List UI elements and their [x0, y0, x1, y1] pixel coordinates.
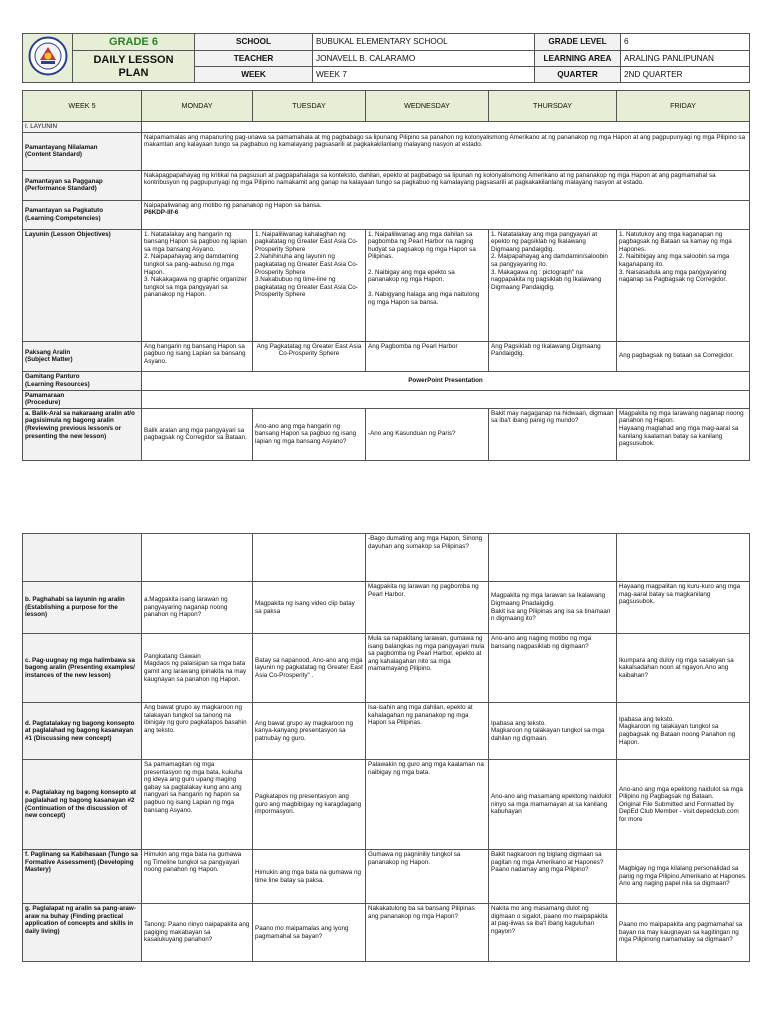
objectives-friday: 1. Natutukoy ang mga kaganapan ng pagbagsak ng Bataan sa kamay ng mga Hapones. 2. Naibibigay ang mga saloobin sa mga kaganapang ito. 3. Naisasadula ang mga pangyayaring naganap sa Pagbagsak ng Corregidor.: [617, 229, 750, 341]
mastery-friday: Magbigay ng mga kilalang personalidad sa panig ng mga Pilipino,Amerikano at Hapones. Ano ang naging papel nila sa digmaan?: [617, 850, 750, 904]
plan-title-cell: [73, 51, 195, 83]
learning-area-label: LEARNING AREA: [535, 51, 621, 67]
application-label: g. Paglalapat ng aralin sa pang-araw-araw na buhay (Finding practical application of concepts and skills in daily living): [23, 904, 142, 962]
performance-standard-text: Nakapagpapahayag ng kritikal na pagsusuri at pagpapahalaga sa konteksto, dahilan, epekto at pagbabago sa lipunan ng kolonyalismong Amerikano at ng pananakop ng mga Hapon at ang pagmamahal sa kontribusyon ng pagpupunyagi ng mga Pilipino namakamit ang ganap na kalayaan tungo sa pagkabuo ng kamalayang pagsasarili at pagkakakilanlang malayang nasyon at estado.: [142, 170, 750, 200]
concept2-label: e. Pagtalakay ng bagong konsepto at paglalahad ng bagong kasanayan #2 (Continuation of the discussion of new concept): [23, 760, 142, 850]
examples-thursday: Ano-ano ang naging motibo ng mga bansang nagpasiklab ng digmaan?: [489, 634, 617, 703]
application-friday: Paano mo maipapakita ang pagmamahal sa bayan na may kaugnayan sa kagitingan ng mga Pilipinong namamatay sa digmaan?: [617, 904, 750, 962]
competencies-text: Naipapaliwanag ang motibo ng pananakop ng Hapon sa bansa.: [144, 201, 322, 209]
day-header-tuesday: TUESDAY: [253, 91, 366, 122]
application-tuesday: Paano mo maipamalas ang iyong pagmamahal sa bayan?: [253, 904, 366, 962]
examples-row: [23, 634, 750, 703]
grade-title: GRADE 6: [73, 34, 195, 51]
review-friday: Magpakita ng mga larawang naganap noong panahon ng Hapon. Hayaang maglahad ang mga mag-aaral sa kanilang kaalaman batay sa kanilang pagsusubok.: [617, 408, 750, 460]
application-row: [23, 904, 750, 962]
performance-standard-row: [23, 170, 750, 200]
plan-title: DAILY LESSON PLAN: [93, 53, 174, 79]
concept1-row: [23, 703, 750, 760]
subject-matter-monday: Ang hangarin ng bansang Hapon sa pagbuo ng isang Lapian sa bansang Asyano.: [142, 341, 253, 371]
procedure-label: Pamamaraan (Procedure): [23, 390, 142, 408]
purpose-thursday: Magpakita ng mga larawan sa Ikalawang Digmaang Pnadaigdig. Bakit isa ang Pilipinas ang isa sa tinamaan n digmaang ito?: [489, 582, 617, 634]
purpose-monday: a.Magpakita isang larawan ng pangyayaring naganap noong panahon ng Hapon?: [142, 582, 253, 634]
examples-wednesday: Mula sa napakitang larawan, gumawa ng isang balangkas ng mga pangyayari mula sa pagbomba ng Pearl Harbor, epekto at ang kahalagahan nito sa mga mamamayang Pilipino.: [366, 634, 489, 703]
competencies-code: P6KDP-IIf-6: [144, 209, 179, 217]
header-table: [22, 33, 750, 83]
quarter-label: QUARTER: [535, 67, 621, 83]
resources-label: Gamitang Panturo (Learning Resources): [23, 371, 142, 390]
grade-level-label: GRADE LEVEL: [535, 34, 621, 51]
concept2-tuesday: Pagkatapos ng presentasyon ang guro ang magbibigay ng karagdagang impormasyon.: [253, 760, 366, 850]
learning-area-value: ARALING PANLIPUNAN: [621, 51, 750, 67]
week-value: WEEK 7: [313, 67, 535, 83]
concept2-row: [23, 760, 750, 850]
procedure-blank: [142, 390, 750, 408]
school-value: BUBUKAL ELEMENTARY SCHOOL: [313, 34, 535, 51]
review-thursday: Bakit may nagaganap na hidwaan, digmaan sa iba't ibang panig ng mundo?: [489, 408, 617, 460]
day-header-monday: MONDAY: [142, 91, 253, 122]
section-layunin-label: I. LAYUNIN: [23, 122, 142, 133]
application-wednesday: Nakakatulong ba sa bansang Pilipinas ang pananakop ng mga Hapon?: [366, 904, 489, 962]
review-wednesday: -Ano ang Kasunduan ng Paris?: [366, 408, 489, 460]
content-standard-text: Naipamamalas ang mapanuring pag-unawa sa pamamahala at mg pagbabago sa lipunang Pilipino sa panahon ng kolonyalismong Amerikano at ng pananakop ng mga Hapon at ang pagpupunyagi ng mga Pilipino sa makamtan ang kalayaan tungo sa pagbabuo ng kamalayang pagsasarili at pagkakakilanlang malayang nasyon at estado.: [142, 132, 750, 170]
application-monday: Tanong: Paano ninyo naipapakita ang pagiging makabayan sa kasalukuyang panahon?: [142, 904, 253, 962]
examples-label: c. Pag-uugnay ng mga halimbawa sa bagong aralin (Presenting examples/ instances of the new lesson): [23, 634, 142, 703]
day-header-row: [23, 91, 750, 122]
day-header-wednesday: WEDNESDAY: [366, 91, 489, 122]
purpose-label: b. Paghahabi sa layunin ng aralin (Establishing a purpose for the lesson): [23, 582, 142, 634]
grade-level-value: 6: [621, 34, 750, 51]
purpose-row: [23, 582, 750, 634]
mastery-wednesday: Gumawa ng pagniniliy tungkol sa pananakop ng Hapon.: [366, 850, 489, 904]
examples-monday: Pangkatang Gawain Magdaos ng palaisipan sa mga bata gamit ang larawang ipinakita na may kaugnayan sa panahon ng Hapon.: [142, 634, 253, 703]
content-standard-label: Pamantayang Nilalaman (Content Standard): [23, 132, 142, 170]
concept2-wednesday: Palawakin ng guro ang mga kaalaman na naibigay ng mga bata.: [366, 760, 489, 850]
review-label: a. Balik-Aral sa nakaraang aralin at/o pagsisimula ng bagong aralin (Reviewing previous lesson/s or presenting the new lesson): [23, 408, 142, 460]
resources-row: [23, 371, 750, 390]
competencies-label: Pamantayan sa Pagkatuto (Learning Competencies): [23, 200, 142, 229]
concept2-friday: Ano-ano ang mga epektong naidulot sa mga Pilipino ng Pagbagsak ng Bataan. Original File Submitted and Formatted by DepEd Club Member - visit depedclub.com for more: [617, 760, 750, 850]
concept1-thursday: Ipabasa ang teksto. Magkaroon ng talakayan tungkol sa mga dahilan ng digmaan.: [489, 703, 617, 760]
examples-tuesday: Batay sa napanood, Ano-ano ang mga layunin ng pagkatatag ng Greater East Asia Co-Prosperity" .: [253, 634, 366, 703]
deped-seal-cell: [23, 34, 73, 83]
section-layunin-row: [23, 122, 750, 133]
mastery-label: f. Paglinang sa Kabihasaan (Tungo sa Formative Assessment) (Developing Mastery): [23, 850, 142, 904]
concept1-friday: Ipabasa ang teksto. Magkaroon ng talakayan tungkol sa pagbagsak ng Bataan noong Panahon ng Hapon.: [617, 703, 750, 760]
concept2-thursday: Ano-ano ang masamang epektong naidulot ninyo sa mga mamamayan at sa kanilang kabuhayan: [489, 760, 617, 850]
mastery-tuesday: Himukin ang mga bata na gumawa ng time line batay sa paksa.: [253, 850, 366, 904]
deped-seal-icon: [28, 36, 68, 76]
subject-matter-friday: Ang pagbagsak ng bataan sa Corregidor.: [617, 341, 750, 371]
content-standard-row: [23, 132, 750, 170]
day-header-week: WEEK 5: [23, 91, 142, 122]
section-layunin-blank: [142, 122, 750, 133]
day-header-friday: FRIDAY: [617, 91, 750, 122]
examples-friday: Ikumpara ang duloy ng mga sasakyan sa kakalsadahan noon at ngayon.Ano ang kaibahan?: [617, 634, 750, 703]
competencies-cell: [142, 200, 750, 229]
review-row: [23, 408, 750, 460]
subject-matter-tuesday: Ang Pagkatatag ng Greater East Asia Co-Prosperity Sphere: [253, 341, 366, 371]
objectives-thursday: 1. Natatalakay ang mga pangyayari at epekto ng pagsiklab ng Ikalawang Digmaang pandaigdig. 2. Maipapahayag ang damdamin/saloobin sa pangyayaring ito. 3. Makagawa ng : pictograph" na nagpapakita ng pagsiklab ng Ikalawang Digmaang Pandaigdig.: [489, 229, 617, 341]
quarter-value: 2ND QUARTER: [621, 67, 750, 83]
review-continuation-friday: [617, 534, 750, 582]
objectives-tuesday: 1. Naipaliliwanag kahalaghan ng pagkatatag ng Greater East Asia Co-Prosperity Sphere 2.Nahihinuha ang layunin ng pagkatatag ng Greater East Asia Co-Prosperity Sphere 3.Nakabubuo ng time-line ng pagkatatag ng Greater East Asia Co-Prosperity Sphere: [253, 229, 366, 341]
mastery-thursday: Bakit nagkaroon ng biglang digmaan sa pagitan ng mga Amerikano at Hapones? Paano nadamay ang mga Pilipino?: [489, 850, 617, 904]
week-label: WEEK: [195, 67, 313, 83]
objectives-monday: 1. Natatalakay ang hangarin ng bansang Hapon sa pagbuo ng lapian sa mga bansang Asyano. 2. Naipapahayag ang damdaming tungkol sa pang-aabuso ng mga Hapon. 3. Nakakagawa ng graphic organizer tungkol sa mga pangyayari sa pananakop ng Hapon.: [142, 229, 253, 341]
concept1-monday: Ang bawat grupo ay magkaroon ng talakayan tungkol sa tanong na ibinigay ng guro pagkatapos basahin ang teksto.: [142, 703, 253, 760]
review-continuation-label: [23, 534, 142, 582]
concept1-label: d. Pagtatalakay ng bagong konsepto at paglalahad ng bagong kasanayan #1 (Discussing new concept): [23, 703, 142, 760]
subject-matter-wednesday: Ang Pagbomba ng Pearl Harbor: [366, 341, 489, 371]
teacher-label: TEACHER: [195, 51, 313, 67]
teacher-value: JONAVELL B. CALARAMO: [313, 51, 535, 67]
review-continuation-wednesday: -Bago dumating ang mga Hapon, Sinong dayuhan ang sumakop sa Pilipinas?: [366, 534, 489, 582]
objectives-wednesday: 1. Naipaliliwanag ang mga dahilan sa pagbomba ng Pearl Harbor na naging hudyat sa pagsakop ng mga Hapon sa Pilipinas. 2. Naibigay ang mga epekto sa pananakop ng mga Hapon. 3. Nabigyang halaga ang mga naitulong ng mga Hapon sa bansa.: [366, 229, 489, 341]
subject-matter-row: [23, 341, 750, 371]
application-thursday: Nakita mo ang masamang dulot ng digmaan o sigalot, paano mo maipapakita at pag-iiwas sa iba't ibang kaguluhan ngayon?: [489, 904, 617, 962]
review-continuation-thursday: [489, 534, 617, 582]
concept1-wednesday: Isa-isahin ang mga dahilan, epekto at kahalagahan ng pananakop ng mga Hapon sa Pilipinas.: [366, 703, 489, 760]
purpose-tuesday: Magpakita ng isang video clip batay sa paksa: [253, 582, 366, 634]
subject-matter-thursday: Ang Pagsiklab ng Ikalawang Digmaang Pandaigdig.: [489, 341, 617, 371]
purpose-friday: Hayaang magpalitan ng kuru-kuro ang mga mag-aaral batay sa magkanilang pagsusubok.: [617, 582, 750, 634]
resources-text: PowerPoint Presentation: [142, 371, 750, 390]
lesson-plan-table-page1: [22, 90, 750, 461]
review-monday: Balik aralan ang mga pangyayari sa pagbagsak ng Corregidor sa Bataan.: [142, 408, 253, 460]
review-continuation-row: [23, 534, 750, 582]
purpose-wednesday: Magpakita ng larawan ng pagbomba ng Pearl Harbor.: [366, 582, 489, 634]
objectives-label: Layunin (Lesson Objectives): [23, 229, 142, 341]
concept2-monday: Sa pamamagitan ng mga presentasyon ng mga bata, kukuha ng ideya ang guro upang maging gabay sa pagtalakay kung ano ang nangyari sa hangarin ng hapon sa pagbuo ng isang Lapian ng mga bansang Asyano.: [142, 760, 253, 850]
competencies-row: [23, 200, 750, 229]
review-continuation-monday: [142, 534, 253, 582]
day-header-thursday: THURSDAY: [489, 91, 617, 122]
review-tuesday: Ano-ano ang mga hangarin ng bansang Hapon sa pagbuo ng isang lapian ng mga bansang Asyano?: [253, 408, 366, 460]
performance-standard-label: Pamantayan sa Pagganap (Performance Standard): [23, 170, 142, 200]
mastery-row: [23, 850, 750, 904]
mastery-monday: Himukin ang mga bata na gumawa ng Timeline tungkol sa pangyayari noong panahon ng Hapon.: [142, 850, 253, 904]
concept1-tuesday: Ang bawat grupo ay magkaroon ng kanya-kanyang presentasyon sa patnubay ng guro.: [253, 703, 366, 760]
school-label: SCHOOL: [195, 34, 313, 51]
objectives-row: [23, 229, 750, 341]
procedure-row: [23, 390, 750, 408]
lesson-plan-table-page2: [22, 533, 750, 962]
subject-matter-label: Paksang Aralin (Subject Matter): [23, 341, 142, 371]
review-continuation-tuesday: [253, 534, 366, 582]
